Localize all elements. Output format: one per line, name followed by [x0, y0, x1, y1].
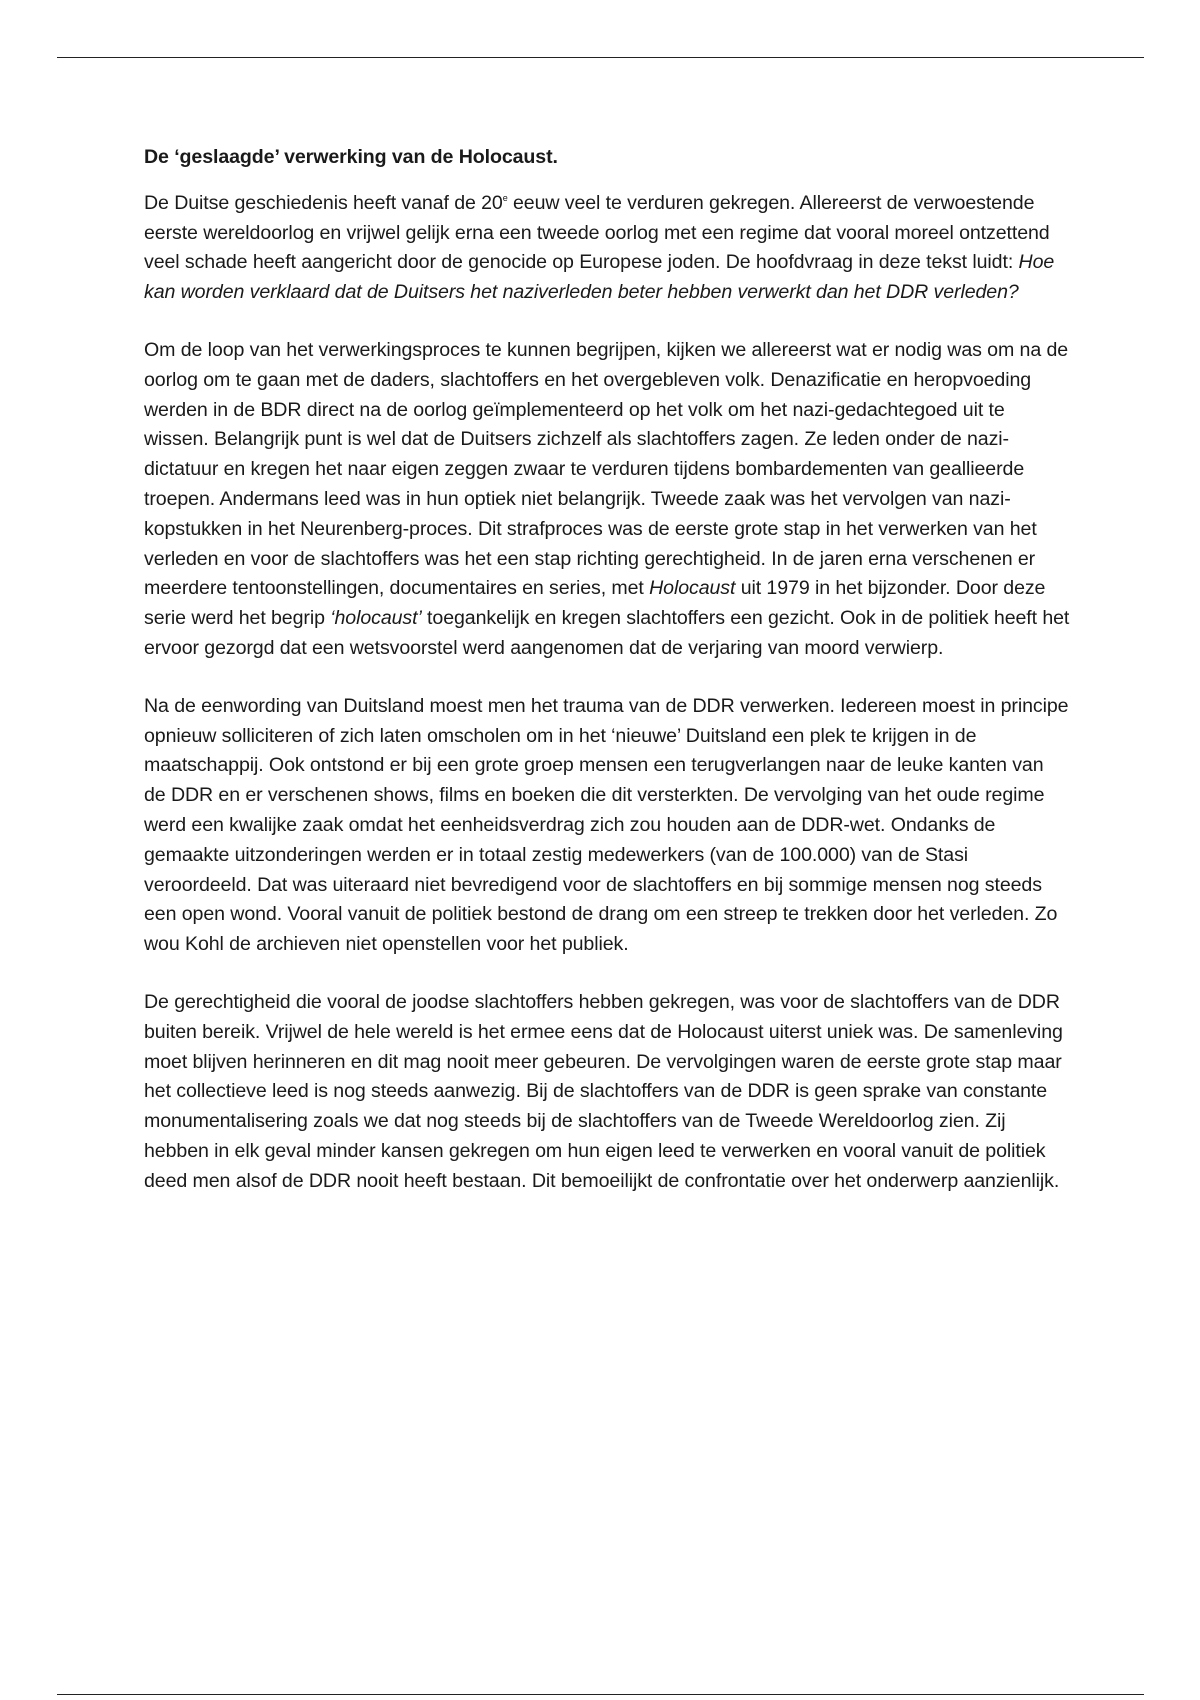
paragraph-4: De gerechtigheid die vooral de joodse slachtoffers hebben gekregen, was voor de slachtoffers van de DDR buiten bereik. Vrijwel de hele wereld is het ermee eens dat de Holocaust uiterst uniek was. De samenleving moet blijven herinneren en dit mag nooit meer gebeuren. De vervolgingen waren de eerste grote stap maar het collectieve leed is nog steeds aanwezig. Bij de slachtoffers van de DDR is geen sprake van constante monumentalisering zoals we dat nog steeds bij de slachtoffers van de Tweede Wereldoorlog zien. Zij hebben in elk geval minder kansen gekregen om hun eigen leed te verwerken en vooral vanuit de politiek deed men alsof de DDR nooit heeft bestaan. Dit bemoeilijkt de confrontatie over het onderwerp aanzienlijk.	[144, 990, 1063, 1192]
paragraph-2-text-c: toegankelijk en kregen slachtoffers een gezicht. Ook in de politiek heeft het ervoor gezorgd dat een wetsvoorstel werd aangenomen dat de verjaring van moord verwierp.	[144, 607, 1070, 659]
paragraph-2-text-a: Om de loop van het verwerkingsproces te kunnen begrijpen, kijken we allereerst wat er nodig was om na de oorlog om te gaan met de daders, slachtoffers en het overgebleven volk. Denazificatie en heropvoeding werden in de BDR direct na de oorlog geïmplementeerd op het volk om het nazi-gedachtegoed uit te wissen. Belangrijk punt is wel dat de Duitsers zichzelf als slachtoffers zagen. Ze leden onder de nazi-dictatuur en kregen het naar eigen zeggen zwaar te verduren tijdens bombardementen van geallieerde troepen. Andermans leed was in hun optiek niet belangrijk. Tweede zaak was het vervolgen van nazi-kopstukken in het Neurenberg-proces. Dit strafproces was de eerste grote stap in het verwerken van het verleden en voor de slachtoffers was het een stap richting gerechtigheid. In de jaren erna verschenen er meerdere tentoonstellingen, documentaires en series, met	[144, 338, 1069, 600]
paragraph-1	[144, 189, 1070, 308]
series-title: Holocaust	[649, 577, 736, 600]
footer-rule	[57, 1694, 1144, 1695]
main-question: Hoe kan worden verklaard dat de Duitsers het naziverleden beter hebben verwerkt dan het DDR verleden?	[144, 251, 1055, 304]
ordinal-superscript: e	[502, 192, 508, 203]
paragraph-1-text-a: De Duitse geschiedenis heeft vanaf de 20	[144, 191, 503, 214]
paragraph-2	[144, 336, 1070, 664]
paragraph-2-text-b: uit 1979 in het bijzonder. Door deze serie werd het begrip	[144, 577, 1046, 630]
paragraph-3: Na de eenwording van Duitsland moest men het trauma van de DDR verwerken. Iedereen moest in principe opnieuw solliciteren of zich laten omscholen om in het ‘nieuwe’ Duitsland een plek te krijgen in de maatschappij. Ook ontstond er bij een grote groep mensen een terugverlangen naar de leuke kanten van de DDR en er verschenen shows, films en boeken die dit versterkten. De vervolging van het oude regime werd een kwalijke zaak omdat het eenheidsverdrag zich zou houden aan de DDR-wet. Ondanks de gemaakte uitzonderingen werden er in totaal zestig medewerkers (van de 100.000) van de Stasi veroordeeld. Dat was uiteraard niet bevredigend voor de slachtoffers en bij sommige mensen nog steeds een open wond. Vooral vanuit de politiek bestond de drang om een streep te trekken door het verleden. Zo wou Kohl de archieven niet openstellen voor het publiek.	[144, 694, 1069, 956]
paragraph-1-text-b: eeuw veel te verduren gekregen. Allereerst de verwoestende eerste wereldoorlog en vrijwel gelijk erna een tweede oorlog met een regime dat vooral moreel ontzettend veel schade heeft aangericht door de genocide op Europese joden. De hoofdvraag in deze tekst luidt:	[144, 191, 1050, 274]
document-body	[144, 143, 1070, 1225]
document-title: De ‘geslaagde’ verwerking van de Holocaust.	[144, 146, 558, 168]
header-rule	[57, 57, 1144, 58]
term-holocaust: ‘holocaust’	[330, 607, 422, 630]
